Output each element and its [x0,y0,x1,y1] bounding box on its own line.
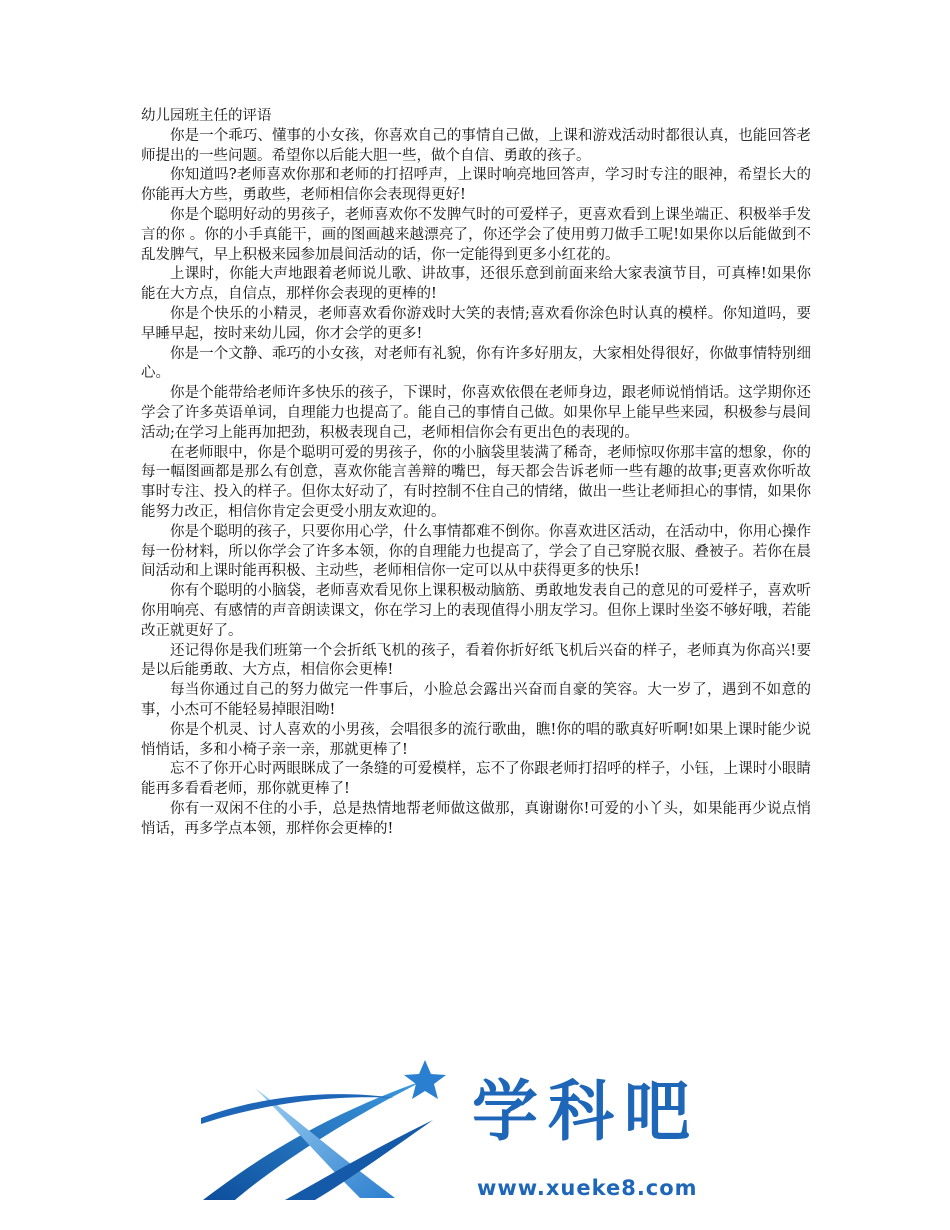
brand-name: 学科吧 [472,1073,700,1150]
paragraph: 忘不了你开心时两眼眯成了一条缝的可爱模样，忘不了你跟老师打招呼的样子，小钰，上课时小眼睛能再多看看老师，那你就更棒了! [141,761,811,798]
paragraph: 上课时，你能大声地跟着老师说儿歌、讲故事，还很乐意到前面来给大家表演节目，可真棒!如果你能在大方点，自信点，那样你会表现的更棒的! [141,266,811,303]
document-body [141,107,811,839]
paragraph: 你是个能带给老师许多快乐的孩子，下课时，你喜欢依偎在老师身边，跟老师说悄悄话。这学期你还学会了许多英语单词，自理能力也提高了。能自己的事情自己做。如果你早上能早些来园，积极参与晨间活动;在学习上能再加把劲，积极表现自己，老师相信你会有更出色的表现的。 [141,385,811,441]
document-title: 幼儿园班主任的评语 [141,108,272,124]
paragraph: 你是一个文静、乖巧的小女孩，对老师有礼貌，你有许多好朋友，大家相处得很好，你做事情特别细心。 [141,345,811,382]
paragraph: 你有一双闲不住的小手，总是热情地帮老师做这做那，真谢谢你!可爱的小丫头，如果能再少说点悄悄话，再多学点本领，那样你会更棒的! [141,800,811,837]
paragraph: 你是个快乐的小精灵，老师喜欢看你游戏时大笑的表情;喜欢看你涂色时认真的模样。你知道吗，要早睡早起，按时来幼儿园，你才会学的更多! [141,305,811,342]
paragraph: 还记得你是我们班第一个会折纸飞机的孩子，看着你折好纸飞机后兴奋的样子，老师真为你高兴!要是以后能勇敢、大方点，相信你会更棒! [141,642,811,679]
paragraph: 你是个聪明好动的男孩子，老师喜欢你不发脾气时的可爱样子，更喜欢看到上课坐端正、积极举手发言的你 。你的小手真能干，画的图画越来越漂亮了，你还学会了使用剪刀做手工呢!如果你以后能做到不乱发脾气，早上积极来园参加晨间活动的话，你一定能得到更多小红花的。 [141,206,811,263]
paragraph: 在老师眼中，你是个聪明可爱的男孩子，你的小脑袋里装满了稀奇，老师惊叹你那丰富的想象，你的每一幅图画都是那么有创意，喜欢你能言善辩的嘴巴，每天都会告诉老师一些有趣的故事;更喜欢你听故事时专注、投入的样子。但你太好动了，有时控制不住自己的情绪，做出一些让老师担心的事情，如果你能努力改正，相信你肯定会更受小朋友欢迎的。 [141,444,811,520]
xueke8-logo [195,1058,765,1208]
paragraph: 你是个机灵、讨人喜欢的小男孩，会唱很多的流行歌曲，瞧!你的唱的歌真好听啊!如果上课时能少说悄悄话，多和小椅子亲一亲，那就更棒了! [141,721,811,758]
paragraph: 每当你通过自己的努力做完一件事后，小脸总会露出兴奋而自豪的笑容。大一岁了，遇到不如意的事，小杰可不能轻易掉眼泪呦! [141,682,811,718]
paragraph: 你有个聪明的小脑袋，老师喜欢看见你上课积极动脑筋、勇敢地发表自己的意见的可爱样子，喜欢听你用响亮、有感情的声音朗读课文，你在学习上的表现值得小朋友学习。但你上课时坐姿不够好哦，若能改正就更好了。 [141,583,811,639]
paragraph: 你是一个乖巧、懂事的小女孩，你喜欢自己的事情自己做，上课和游戏活动时都很认真，也能回答老师提出的一些问题。希望你以后能大胆一些，做个自信、勇敢的孩子。 [141,127,811,164]
logo-emblem-icon [195,1058,465,1208]
brand-url: www.xueke8.com [477,1176,698,1200]
paragraph: 你是个聪明的孩子，只要你用心学，什么事情都难不倒你。你喜欢进区活动，在活动中，你用心操作每一份材料，所以你学会了许多本领，你的自理能力也提高了，学会了自己穿脱衣服、叠被子。若你在晨间活动和上课时能再积极、主动些，老师相信你一定可以从中获得更多的快乐! [141,523,811,580]
paragraph: 你知道吗?老师喜欢你那和老师的打招呼声，上课时响亮地回答声，学习时专注的眼神，希望长大的你能再大方些，勇敢些，老师相信你会表现得更好! [141,167,811,204]
